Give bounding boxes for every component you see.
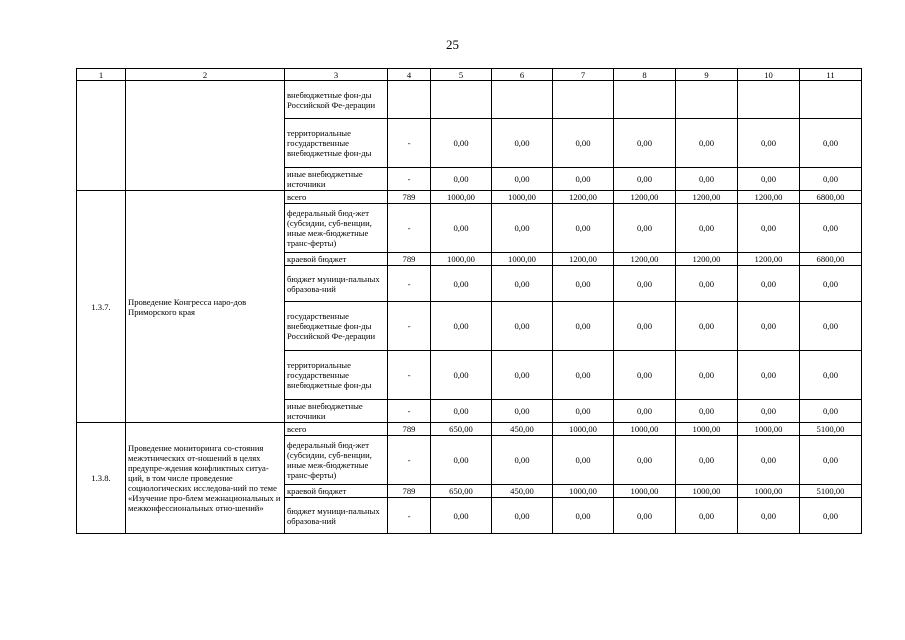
amount-cell: 0,00: [738, 168, 800, 191]
page-number: 25: [446, 37, 459, 52]
amount-cell: 0,00: [614, 351, 676, 400]
amount-cell: 1200,00: [738, 191, 800, 204]
amount-cell: 1200,00: [614, 191, 676, 204]
funding-source: краевой бюджет: [285, 485, 388, 498]
budget-code: -: [388, 436, 431, 485]
amount-cell: 0,00: [614, 436, 676, 485]
amount-cell: 0,00: [676, 351, 738, 400]
amount-cell: 0,00: [553, 119, 614, 168]
amount-cell: 0,00: [676, 436, 738, 485]
amount-cell: 450,00: [492, 485, 553, 498]
amount-cell: 450,00: [492, 423, 553, 436]
budget-code: -: [388, 168, 431, 191]
amount-cell: 0,00: [553, 400, 614, 423]
amount-cell: 0,00: [492, 119, 553, 168]
amount-cell: 0,00: [738, 266, 800, 302]
funding-source: федеральный бюд-жет (субсидии, суб-венции, иные меж-бюджетные транс-ферты): [285, 204, 388, 253]
item-name: Проведение мониторинга со-стояния межэтнических от-ношений в целях предупре-ждения конфликтных ситуа-ций, в том числе проведение социологических исследова-ний по теме «Изучение про-блем межнациональных и межконфессиональных отно-шений»: [126, 423, 285, 534]
table-row: [77, 81, 862, 119]
item-name: Проведение Конгресса наро-дов Приморского края: [126, 191, 285, 423]
amount-cell: 0,00: [431, 266, 492, 302]
amount-cell: 0,00: [738, 302, 800, 351]
amount-cell: 5100,00: [800, 485, 862, 498]
amount-cell: 0,00: [800, 436, 862, 485]
column-header: 6: [492, 69, 553, 81]
amount-cell: 1000,00: [614, 485, 676, 498]
amount-cell: 0,00: [492, 266, 553, 302]
amount-cell: 0,00: [431, 351, 492, 400]
item-code: 1.3.8.: [77, 423, 126, 534]
amount-cell: 0,00: [431, 204, 492, 253]
amount-cell: 0,00: [431, 436, 492, 485]
funding-source: всего: [285, 191, 388, 204]
amount-cell: 1200,00: [676, 253, 738, 266]
funding-source: бюджет муници-пальных образова-ний: [285, 498, 388, 534]
amount-cell: 1000,00: [431, 191, 492, 204]
item-code: [77, 81, 126, 191]
amount-cell: 0,00: [738, 400, 800, 423]
funding-source: государственные внебюджетные фон-ды Российской Фе-дерации: [285, 302, 388, 351]
amount-cell: 0,00: [492, 400, 553, 423]
budget-code: 789: [388, 423, 431, 436]
budget-code: -: [388, 204, 431, 253]
amount-cell: [431, 81, 492, 119]
amount-cell: 1000,00: [553, 485, 614, 498]
column-header: 3: [285, 69, 388, 81]
amount-cell: 0,00: [738, 436, 800, 485]
amount-cell: 0,00: [738, 204, 800, 253]
amount-cell: 0,00: [492, 204, 553, 253]
amount-cell: 0,00: [553, 351, 614, 400]
amount-cell: 1000,00: [492, 191, 553, 204]
amount-cell: 1000,00: [738, 485, 800, 498]
budget-code: -: [388, 351, 431, 400]
amount-cell: 1200,00: [676, 191, 738, 204]
amount-cell: [492, 81, 553, 119]
amount-cell: 650,00: [431, 485, 492, 498]
amount-cell: 0,00: [800, 400, 862, 423]
funding-source: всего: [285, 423, 388, 436]
amount-cell: 0,00: [676, 302, 738, 351]
amount-cell: 0,00: [676, 168, 738, 191]
amount-cell: [553, 81, 614, 119]
table-row: [77, 191, 862, 204]
amount-cell: 6800,00: [800, 253, 862, 266]
amount-cell: 1200,00: [614, 253, 676, 266]
funding-source: краевой бюджет: [285, 253, 388, 266]
amount-cell: 0,00: [492, 351, 553, 400]
amount-cell: 0,00: [738, 498, 800, 534]
budget-code: -: [388, 302, 431, 351]
amount-cell: 1000,00: [738, 423, 800, 436]
amount-cell: 0,00: [614, 400, 676, 423]
amount-cell: 1200,00: [553, 191, 614, 204]
amount-cell: 0,00: [431, 400, 492, 423]
item-code: 1.3.7.: [77, 191, 126, 423]
amount-cell: 0,00: [738, 119, 800, 168]
budget-code: 789: [388, 191, 431, 204]
amount-cell: 0,00: [553, 266, 614, 302]
amount-cell: 1200,00: [738, 253, 800, 266]
amount-cell: 0,00: [676, 498, 738, 534]
amount-cell: 0,00: [800, 204, 862, 253]
column-header: 10: [738, 69, 800, 81]
amount-cell: 0,00: [614, 302, 676, 351]
budget-code: -: [388, 119, 431, 168]
amount-cell: 0,00: [431, 498, 492, 534]
amount-cell: 0,00: [431, 302, 492, 351]
funding-source: территориальные государственные внебюджетные фон-ды: [285, 119, 388, 168]
column-header: 1: [77, 69, 126, 81]
budget-code: 789: [388, 253, 431, 266]
amount-cell: 0,00: [738, 351, 800, 400]
amount-cell: 5100,00: [800, 423, 862, 436]
amount-cell: 0,00: [492, 302, 553, 351]
table-body: [77, 81, 862, 534]
amount-cell: [800, 81, 862, 119]
funding-source: внебюджетные фон-ды Российской Фе-дерации: [285, 81, 388, 119]
amount-cell: 0,00: [553, 498, 614, 534]
column-header-row: [77, 69, 862, 81]
amount-cell: 0,00: [614, 119, 676, 168]
amount-cell: 0,00: [800, 498, 862, 534]
amount-cell: 1000,00: [676, 485, 738, 498]
amount-cell: 1000,00: [553, 423, 614, 436]
column-header: 2: [126, 69, 285, 81]
budget-code: [388, 81, 431, 119]
budget-code: -: [388, 400, 431, 423]
amount-cell: 0,00: [614, 266, 676, 302]
amount-cell: 1000,00: [492, 253, 553, 266]
amount-cell: 0,00: [676, 119, 738, 168]
amount-cell: 0,00: [614, 498, 676, 534]
funding-source: иные внебюджетные источники: [285, 168, 388, 191]
amount-cell: 1000,00: [431, 253, 492, 266]
amount-cell: 1000,00: [614, 423, 676, 436]
amount-cell: [614, 81, 676, 119]
amount-cell: 0,00: [492, 168, 553, 191]
amount-cell: 0,00: [553, 436, 614, 485]
amount-cell: 650,00: [431, 423, 492, 436]
funding-source: иные внебюджетные источники: [285, 400, 388, 423]
amount-cell: 0,00: [676, 266, 738, 302]
budget-table: [76, 68, 862, 534]
column-header: 5: [431, 69, 492, 81]
amount-cell: 0,00: [431, 168, 492, 191]
table-row: [77, 423, 862, 436]
column-header: 8: [614, 69, 676, 81]
amount-cell: 6800,00: [800, 191, 862, 204]
amount-cell: 0,00: [431, 119, 492, 168]
column-header: 11: [800, 69, 862, 81]
amount-cell: 0,00: [800, 351, 862, 400]
funding-source: федеральный бюд-жет (субсидии, суб-венции, иные меж-бюджетные транс-ферты): [285, 436, 388, 485]
column-header: 7: [553, 69, 614, 81]
amount-cell: 0,00: [676, 400, 738, 423]
amount-cell: 0,00: [800, 302, 862, 351]
amount-cell: 0,00: [492, 436, 553, 485]
amount-cell: 0,00: [553, 302, 614, 351]
funding-source: территориальные государственные внебюджетные фон-ды: [285, 351, 388, 400]
amount-cell: 0,00: [800, 266, 862, 302]
amount-cell: 0,00: [614, 168, 676, 191]
amount-cell: 0,00: [800, 119, 862, 168]
funding-source: бюджет муници-пальных образова-ний: [285, 266, 388, 302]
amount-cell: 0,00: [553, 204, 614, 253]
amount-cell: 0,00: [553, 168, 614, 191]
amount-cell: [676, 81, 738, 119]
column-header: 4: [388, 69, 431, 81]
amount-cell: [738, 81, 800, 119]
amount-cell: 0,00: [800, 168, 862, 191]
amount-cell: 1200,00: [553, 253, 614, 266]
amount-cell: 0,00: [492, 498, 553, 534]
budget-code: -: [388, 266, 431, 302]
amount-cell: 0,00: [676, 204, 738, 253]
budget-code: 789: [388, 485, 431, 498]
amount-cell: 0,00: [614, 204, 676, 253]
budget-code: -: [388, 498, 431, 534]
item-name: [126, 81, 285, 191]
amount-cell: 1000,00: [676, 423, 738, 436]
column-header: 9: [676, 69, 738, 81]
